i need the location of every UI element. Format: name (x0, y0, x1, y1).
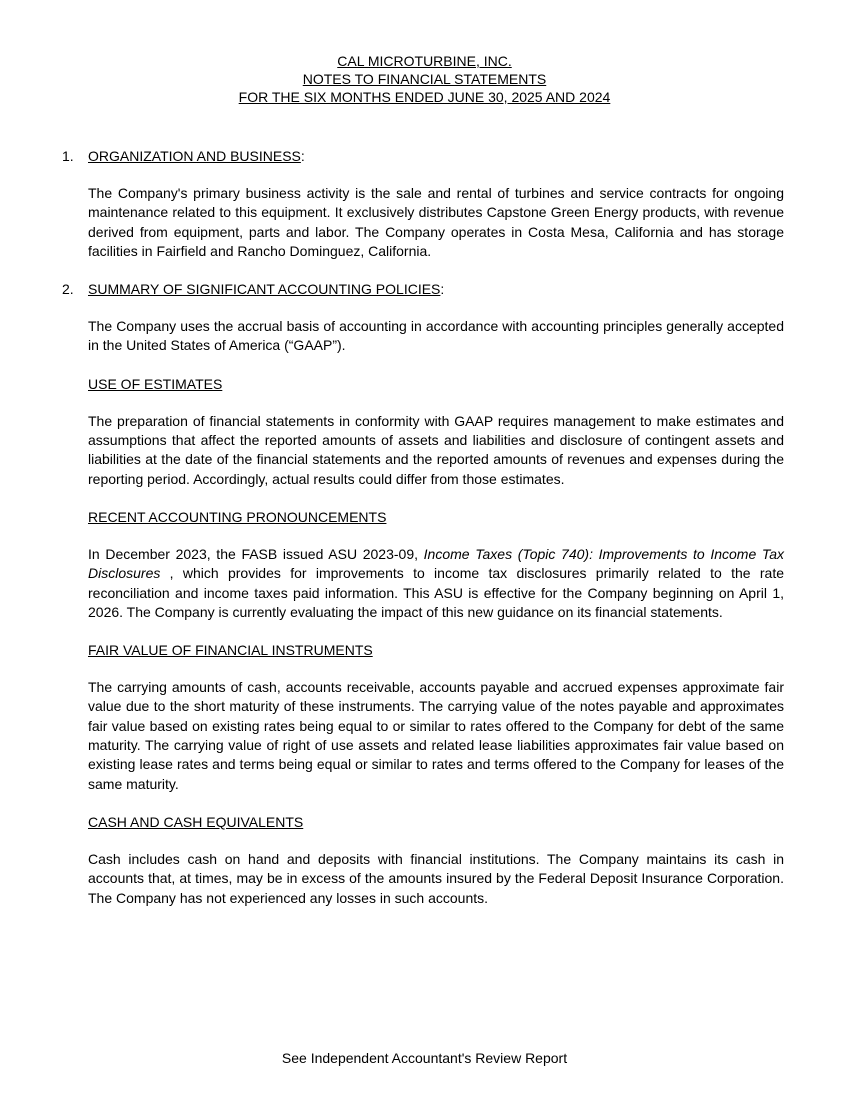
recent-pronouncements-paragraph (88, 545, 784, 622)
document-header (0, 52, 849, 106)
section-heading-organization: 1. ORGANIZATION AND BUSINESS: (62, 148, 305, 164)
accounting-basis-paragraph: The Company uses the accrual basis of accounting in accordance with accounting principles generally accepted in the United States of America (“GAAP”). (88, 318, 784, 354)
fair-value-paragraph: The carrying amounts of cash, accounts receivable, accounts payable and accrued expenses approximate fair value due to the short maturity of these instruments. The carrying value of the notes payable and approximates fair value based on existing rates being equal to or similar to rates offered to the Company for debt of the same maturity. The carrying value of right of use assets and related lease liabilities approximates fair value based on existing lease rates and terms being equal or similar to rates and terms offered to the Company for leases of the same maturity. (88, 679, 784, 792)
section-title: ORGANIZATION AND BUSINESS (88, 148, 301, 164)
pronouncement-asu-title: Income Taxes (Topic 740): Improvements to Income Tax Disclosures (88, 545, 784, 582)
subheading-recent-pronouncements: RECENT ACCOUNTING PRONOUNCEMENTS (88, 508, 387, 525)
document-title: NOTES TO FINANCIAL STATEMENTS (302, 71, 547, 87)
section-number: 2. (62, 281, 74, 298)
cash-equivalents-paragraph: Cash includes cash on hand and deposits with financial institutions. The Company maintains its cash in accounts that, at times, may be in excess of the amounts insured by the Federal Deposit Insurance Corporation. The Company has not experienced any losses in such accounts. (88, 850, 784, 906)
section-heading-accounting-policies: 2. SUMMARY OF SIGNIFICANT ACCOUNTING POLICIES: (62, 281, 445, 298)
subheading-fair-value: FAIR VALUE OF FINANCIAL INSTRUMENTS (88, 642, 373, 659)
reporting-period: FOR THE SIX MONTHS ENDED JUNE 30, 2025 AND 2024 (238, 89, 611, 105)
pronouncement-text-prefix: In December 2023, the FASB issued ASU 2023-09, (88, 545, 424, 562)
notes-content (62, 147, 784, 908)
company-name: CAL MICROTURBINE, INC. (337, 53, 512, 69)
subheading-use-of-estimates: USE OF ESTIMATES (88, 375, 223, 392)
organization-paragraph: The Company's primary business activity is the sale and rental of turbines and service contracts for ongoing maintenance related to this equipment. It exclusively distributes Capstone Green Energy products, with revenue derived from equipment, parts and labor. The Company operates in Costa Mesa, California and has storage facilities in Fairfield and Rancho Dominguez, California. (88, 185, 784, 259)
section-title: SUMMARY OF SIGNIFICANT ACCOUNTING POLICIES (88, 281, 441, 298)
section-number: 1. (62, 148, 74, 164)
use-of-estimates-paragraph: The preparation of financial statements in conformity with GAAP requires management to make estimates and assumptions that affect the reported amounts of assets and liabilities and disclosure of contingent assets and liabilities at the date of the financial statements and the reported amounts of revenues and expenses during the reporting period. Accordingly, actual results could differ from those estimates. (88, 412, 784, 487)
subheading-cash-equivalents: CASH AND CASH EQUIVALENTS (88, 813, 304, 830)
pronouncement-text-suffix: , which provides for improvements to income tax disclosures primarily related to the rate reconciliation and income taxes paid information. This ASU is effective for the Company beginning on April 1, 2026. The Company is currently evaluating the impact of this new guidance on its financial statements. (88, 565, 784, 620)
review-report-footer: See Independent Accountant's Review Report (281, 1050, 568, 1066)
